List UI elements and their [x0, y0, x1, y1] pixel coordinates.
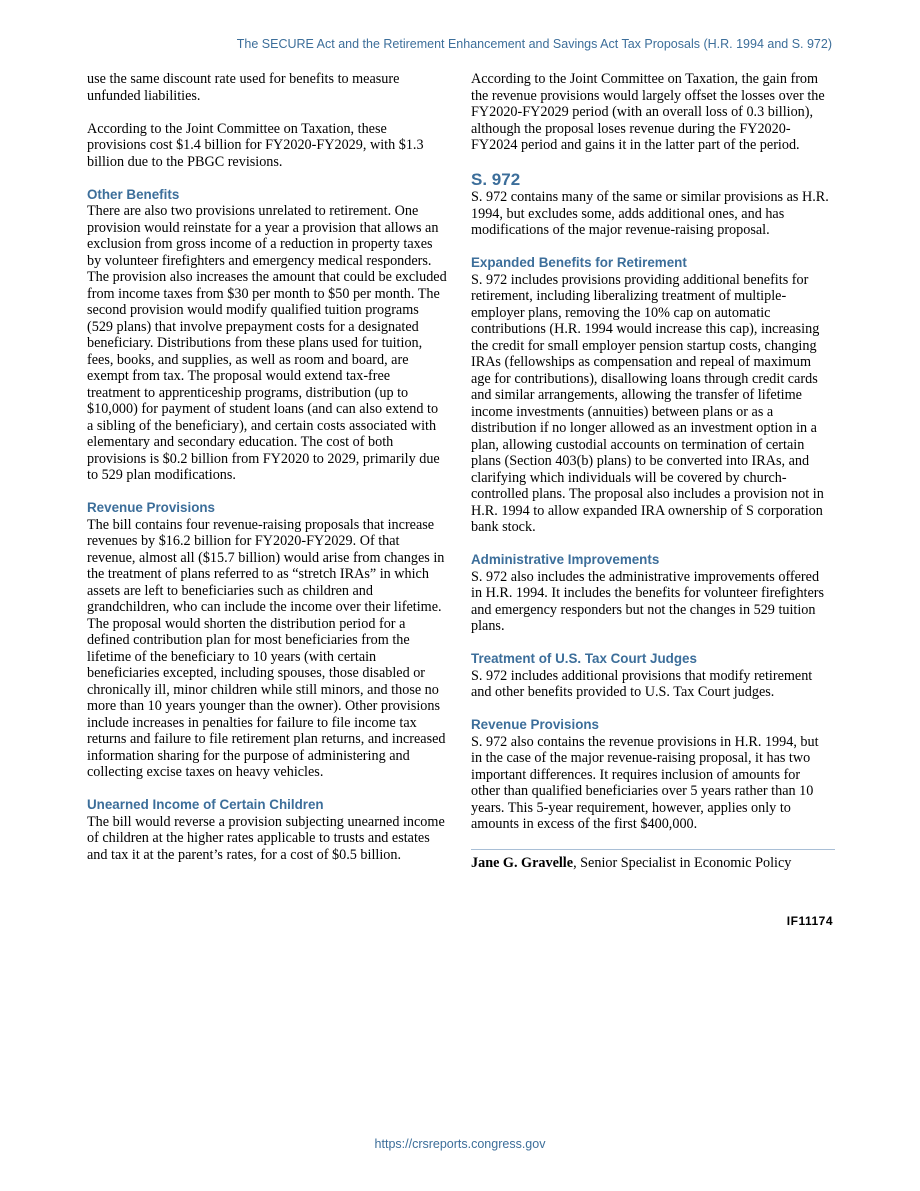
author-line: [471, 855, 831, 872]
section-heading-expanded-benefits: Expanded Benefits for Retirement: [471, 255, 687, 270]
left-column: [87, 71, 447, 880]
paragraph: According to the Joint Committee on Taxation, these provisions cost $1.4 billion for FY2020-FY2029, with $1.3 billion due to the PBGC revisions.: [87, 120, 424, 170]
author-name: Jane G. Gravelle: [471, 855, 574, 871]
section-heading-tax-court-judges: Treatment of U.S. Tax Court Judges: [471, 651, 697, 666]
paragraph: S. 972 includes provisions providing additional benefits for retirement, including liberalizing treatment of multiple-employer plans, removing the 10% cap on automatic contributions (H.R. 1994 would increase this cap), increasing the credit for small employer pension startup costs, changing IRAs (fellowships as compensation and repeal of maximum age for contributions), disallowing loans through credit cards and similar arrangements, allowing the transfer of lifetime income investments (annuities) between plans or as a distribution if no longer allowed as an investment option in a plan, allowing custodial accounts on termination of certain plans (Section 403(b) plans) to be converted into IRAs, and clarifying which individuals will be covered by church-controlled plans. The proposal also includes a provision not in H.R. 1994 to allow expanded IRA ownership of S corporation bank stock.: [471, 271, 824, 535]
paragraph: According to the Joint Committee on Taxation, the gain from the revenue provisions would largely offset the losses over the FY2020-FY2029 period (with an overall loss of 0.3 billion), although the proposal loses revenue during the FY2020-FY2024 period and gains it in the latter part of the period.: [471, 71, 825, 153]
paragraph: S. 972 contains many of the same or similar provisions as H.R. 1994, but excludes some, adds additional ones, and has modifications of the major revenue-raising proposal.: [471, 189, 829, 238]
running-header: The SECURE Act and the Retirement Enhancement and Savings Act Tax Proposals (H.R. 1994 and S. 972): [236, 37, 832, 51]
right-column: [471, 71, 831, 872]
author-title: , Senior Specialist in Economic Policy: [573, 855, 792, 871]
paragraph: use the same discount rate used for benefits to measure unfunded liabilities.: [87, 71, 400, 104]
paragraph: The bill would reverse a provision subjecting unearned income of children at the higher rates applicable to trusts and estates and tax it at the parent’s rates, for a cost of $0.5 billion.: [87, 813, 445, 863]
paragraph: S. 972 includes additional provisions that modify retirement and other benefits provided to U.S. Tax Court judges.: [471, 667, 813, 700]
author-divider: [471, 849, 835, 850]
section-heading-other-benefits: Other Benefits: [87, 186, 180, 202]
paragraph: S. 972 also contains the revenue provisions in H.R. 1994, but in the case of the major revenue-raising proposal, it has two important differences. It requires inclusion of amounts for other than qualified beneficiaries over 5 years rather than 10 years. This 5-year requirement, however, applies only to amounts in excess of the first $400,000.: [471, 733, 819, 832]
paragraph: The bill contains four revenue-raising proposals that increase revenues by $16.2 billion for FY2020-FY2029. Of that revenue, almost all ($15.7 billion) would arise from changes in the treatment of plans referred to as “stretch IRAs” in which assets are left to beneficiaries such as children and grandchildren, who can include the income over their lifetime. The proposal would shorten the distribution period for a defined contribution plan for most beneficiaries from the lifetime of the beneficiary to 10 years (with certain beneficiaries excepted, including spouses, those disabled or chronically ill, minor children while still minors, and those no more than 10 years younger than the owner). Other provisions include increases in penalties for failure to file income tax returns and failure to file retirement plan returns, and increased information sharing for the purpose of administering and collecting excise taxes on heavy vehicles.: [87, 516, 446, 780]
paragraph: There are also two provisions unrelated to retirement. One provision would reinstate for a year a provision that allows an exclusion from gross income of a reduction in property taxes by volunteer firefighters and emergency medical responders. The provision also increases the amount that could be excluded from income taxes from $30 per month to $50 per month. The second provision would modify qualified tuition programs (529 plans) that involve prepayment costs for a designated beneficiary. Distributions from these plans used for tuition, fees, books, and supplies, as well as room and board, are exempt from tax. The proposal would extend tax-free treatment to apprenticeship programs, distribution (up to $10,000) for payment of student loans (and can also extend to a sibling of the beneficiary), and certain costs associated with elementary and secondary education. The cost of both provisions is $0.2 billion from FY2020 to 2029, primarily due to 529 plan modifications.: [87, 203, 447, 483]
section-heading-revenue-provisions: Revenue Provisions: [87, 500, 216, 515]
document-id: IF11174: [786, 914, 833, 928]
section-heading-administrative-improvements: Administrative Improvements: [471, 552, 660, 567]
section-heading-revenue-provisions: Revenue Provisions: [471, 717, 600, 732]
section-heading-s972: S. 972: [471, 170, 521, 189]
footer-url[interactable]: https://crsreports.congress.gov: [374, 1137, 546, 1151]
section-heading-unearned-income: Unearned Income of Certain Children: [87, 797, 324, 812]
paragraph: S. 972 also includes the administrative improvements offered in H.R. 1994. It includes the benefits for volunteer firefighters and emergency responders but not the changes in 529 tuition plans.: [471, 568, 825, 634]
